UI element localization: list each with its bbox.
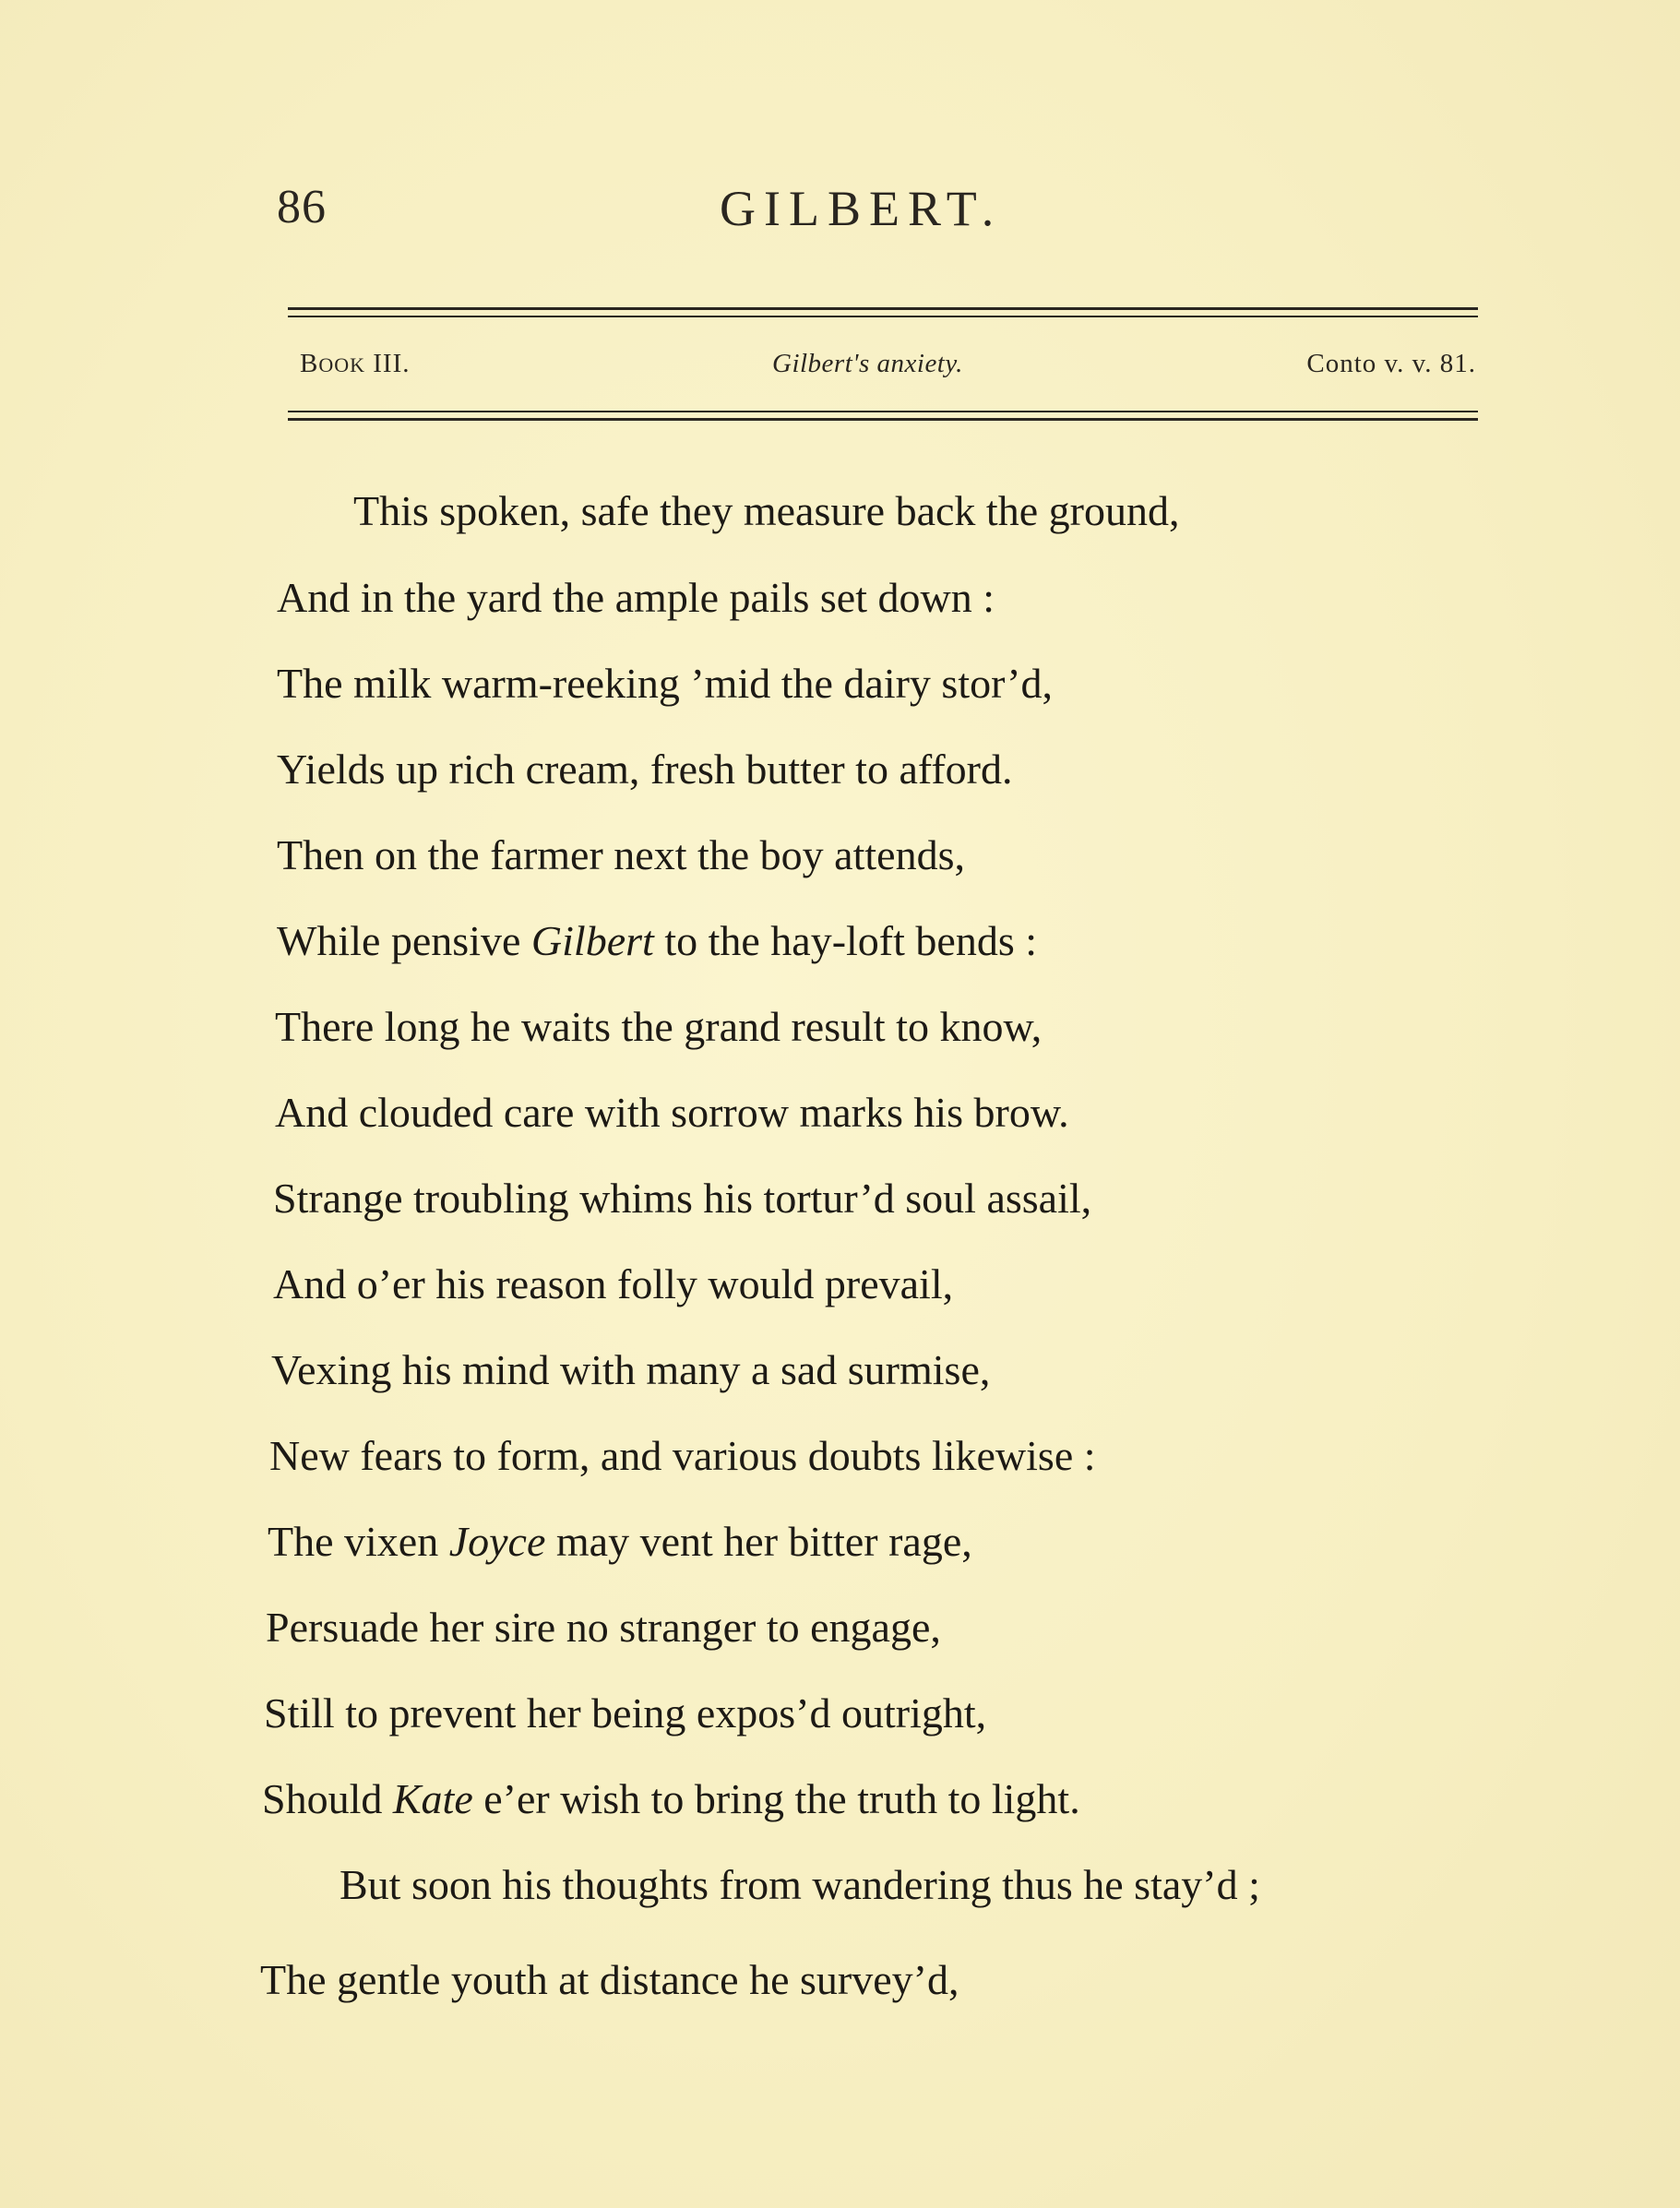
character-name-joyce: Joyce bbox=[448, 1518, 546, 1565]
line-text: Persuade her sire no stranger to engage, bbox=[266, 1604, 941, 1651]
poem-line bbox=[277, 572, 995, 624]
poem-line bbox=[266, 1602, 941, 1653]
book-label-initial: B bbox=[300, 349, 319, 378]
line-text-after: may vent her bitter rage, bbox=[545, 1518, 972, 1565]
section-title: Gilbert's anxiety. bbox=[772, 349, 963, 378]
line-text: And o’er his reason folly would prevail, bbox=[273, 1260, 954, 1307]
line-text: The gentle youth at distance he survey’d, bbox=[260, 1956, 959, 2003]
poem-line bbox=[273, 1173, 1091, 1224]
line-text: New fears to form, and various doubts likewise : bbox=[269, 1432, 1096, 1479]
poem-line bbox=[262, 1773, 1080, 1825]
line-text-after: e’er wish to bring the truth to light. bbox=[472, 1775, 1080, 1822]
poem-line bbox=[277, 744, 1013, 795]
line-text: Yields up rich cream, fresh butter to afford. bbox=[277, 746, 1013, 793]
line-text: There long he waits the grand result to know, bbox=[275, 1003, 1043, 1050]
line-text: This spoken, safe they measure back the ground, bbox=[353, 487, 1180, 534]
line-text-before: The vixen bbox=[268, 1518, 449, 1565]
poem-line bbox=[277, 829, 965, 881]
poem-line bbox=[277, 915, 1037, 967]
page-number: 86 bbox=[277, 181, 327, 233]
poem-line bbox=[340, 1859, 1260, 1911]
poem-line bbox=[353, 485, 1179, 537]
poem-line bbox=[268, 1516, 972, 1568]
book-label-smallcaps: OOK bbox=[318, 353, 366, 376]
line-text: The milk warm-reeking ’mid the dairy stor’d, bbox=[277, 660, 1053, 707]
line-text: And clouded care with sorrow marks his brow. bbox=[275, 1089, 1069, 1136]
line-text: But soon his thoughts from wandering thus he stay’d ; bbox=[340, 1861, 1260, 1908]
line-text: Strange troubling whims his tortur’d soul assail, bbox=[273, 1175, 1092, 1222]
line-text: Still to prevent her being expos’d outright, bbox=[264, 1689, 987, 1737]
canto-verse-label: Conto v. v. 81. bbox=[1306, 349, 1476, 378]
poem-line bbox=[260, 1954, 959, 2006]
poem-line bbox=[269, 1430, 1096, 1482]
character-name-gilbert: Gilbert bbox=[530, 917, 654, 964]
character-name-kate: Kate bbox=[392, 1775, 473, 1822]
poem-line bbox=[275, 1087, 1069, 1139]
line-text-after: to the hay-loft bends : bbox=[653, 917, 1038, 964]
line-text: Vexing his mind with many a sad surmise, bbox=[271, 1346, 991, 1393]
line-text-before: While pensive bbox=[277, 917, 531, 964]
line-text-before: Should bbox=[262, 1775, 393, 1822]
poem-line bbox=[273, 1259, 953, 1310]
line-text: And in the yard the ample pails set down : bbox=[277, 574, 995, 621]
poem-line bbox=[271, 1344, 990, 1396]
poem-line bbox=[275, 1001, 1042, 1053]
poem-line bbox=[264, 1688, 986, 1739]
poem-line bbox=[277, 658, 1053, 710]
running-title: GILBERT. bbox=[720, 181, 1003, 236]
book-number: III. bbox=[365, 349, 411, 378]
line-text: Then on the farmer next the boy attends, bbox=[277, 831, 965, 878]
